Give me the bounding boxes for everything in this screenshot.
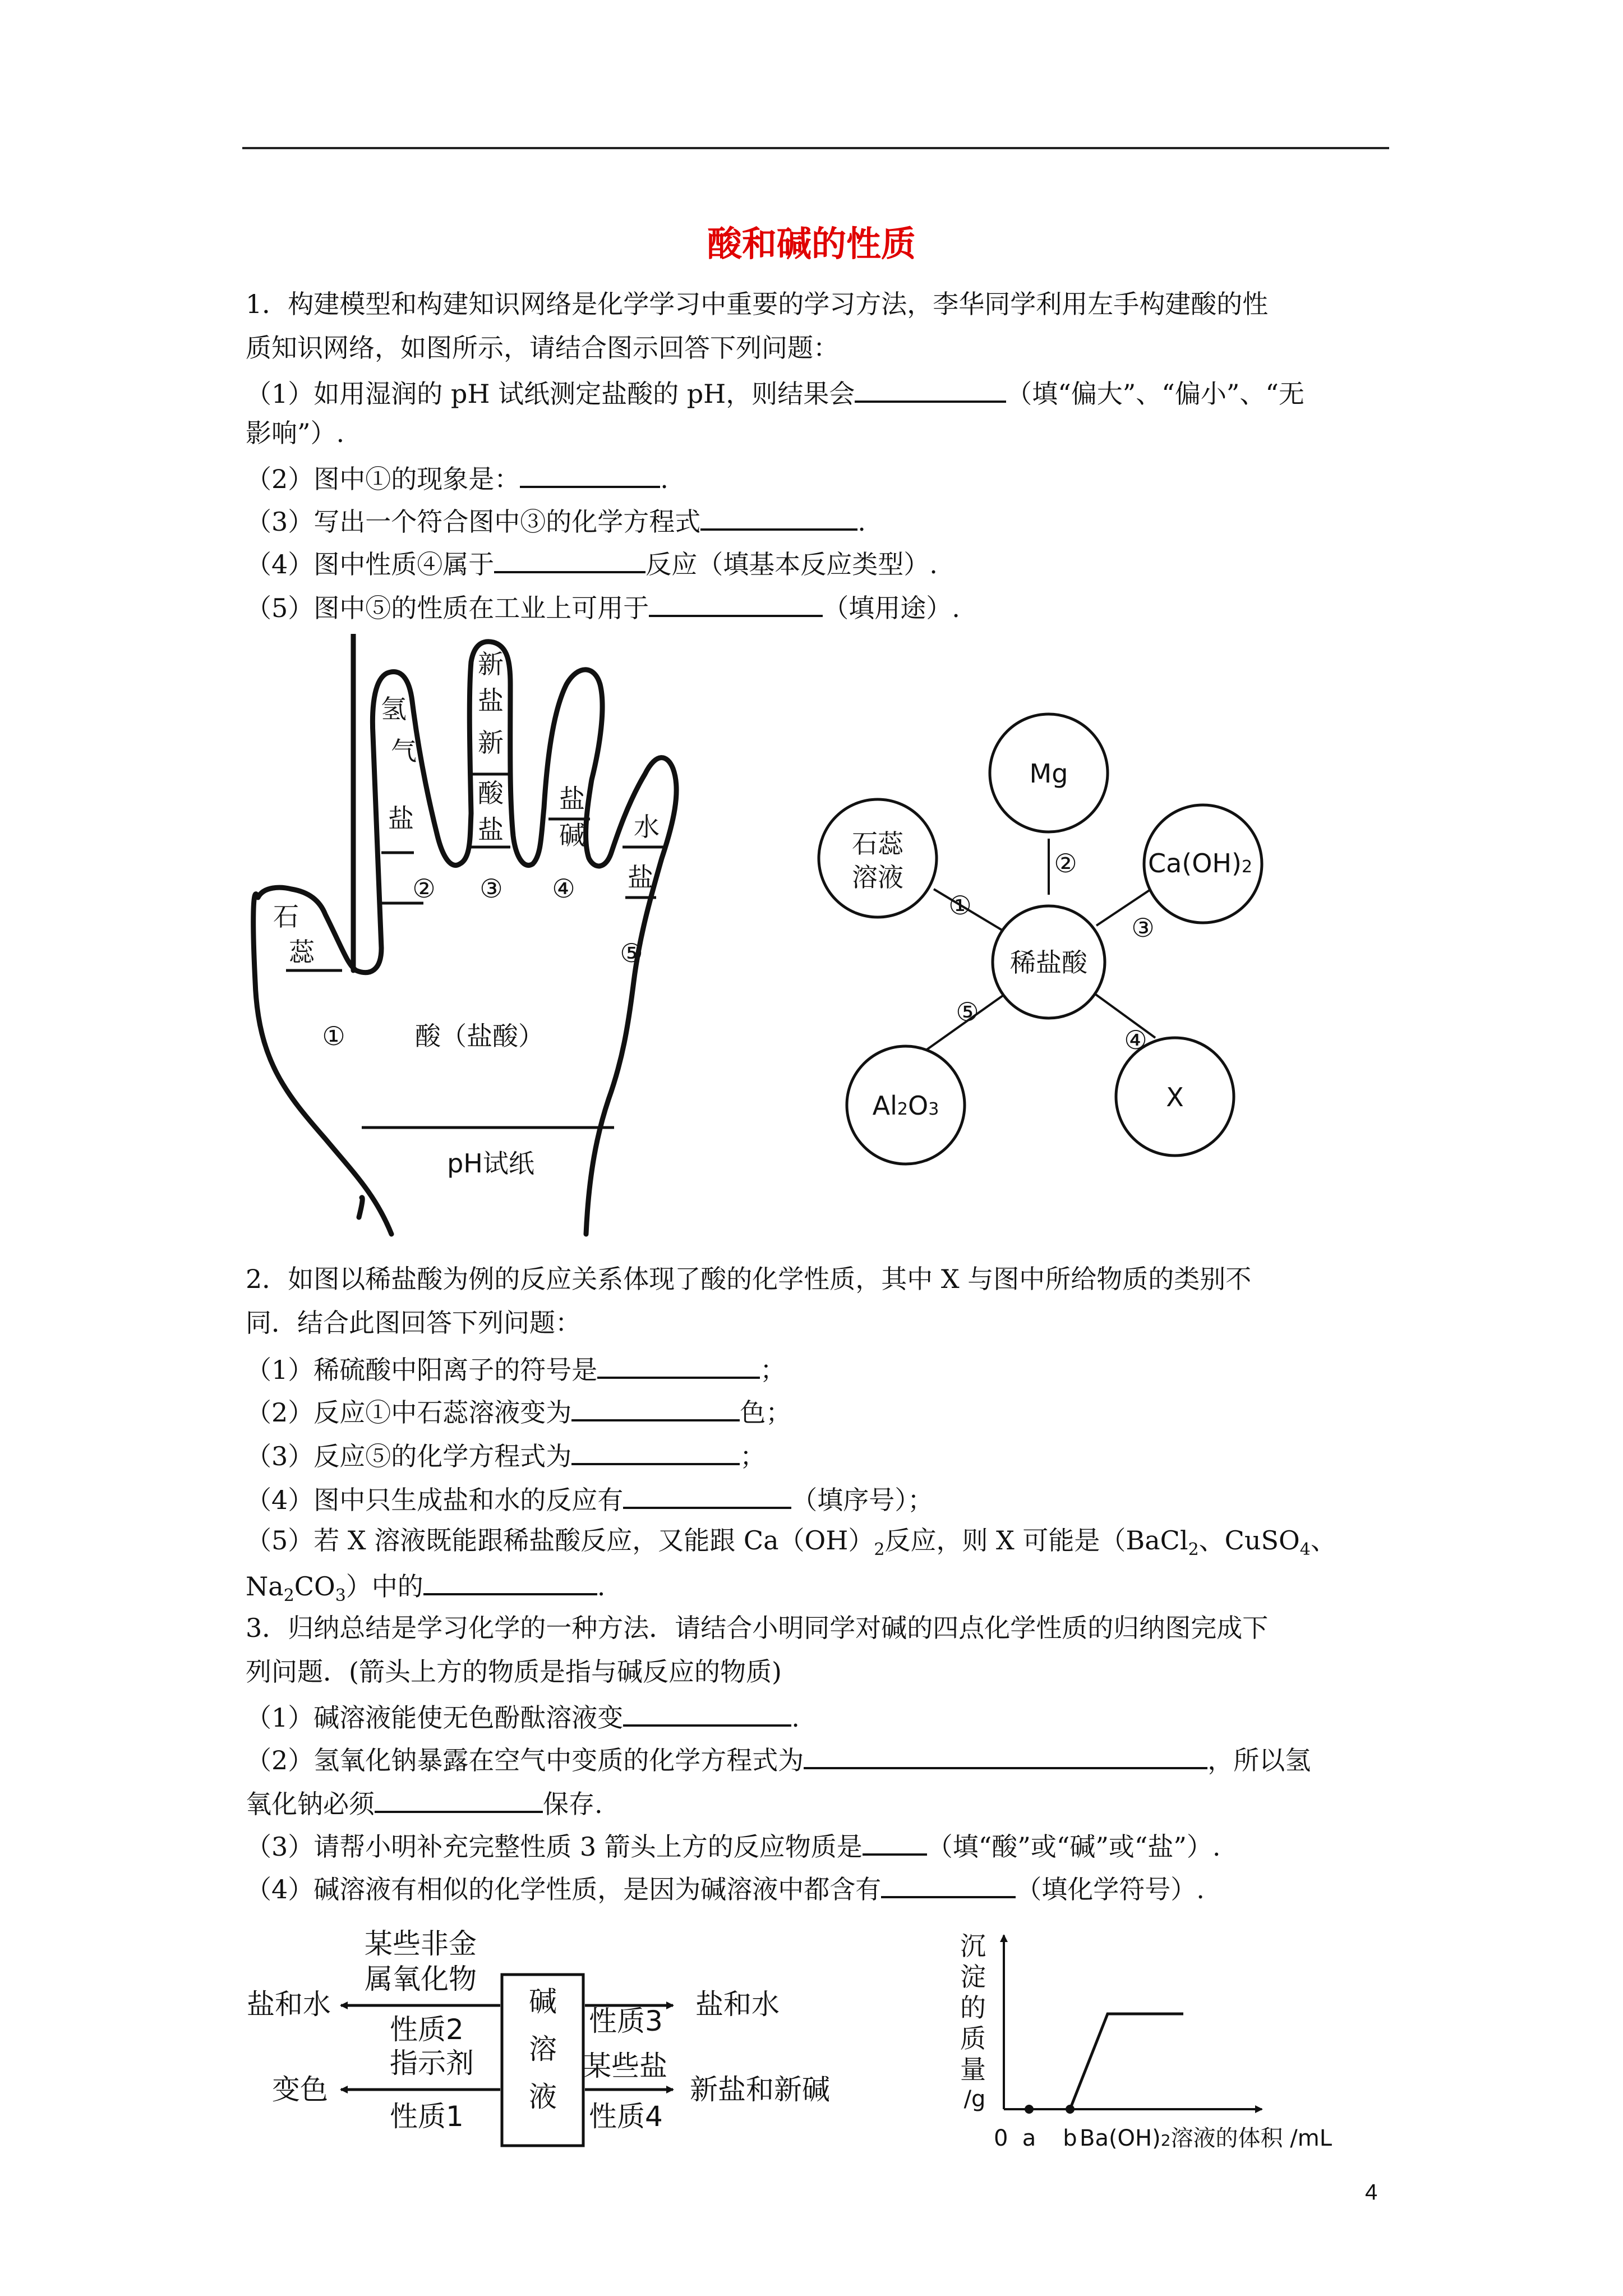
- q2-part1-text: （1）稀硫酸中阳离子的符号是: [246, 1355, 598, 1385]
- q3-part3: [246, 1828, 1221, 1864]
- diagram-top-b: 属氧化物: [365, 1963, 477, 1995]
- q2-part2-end: 色；: [740, 1397, 792, 1428]
- q3-part2-text: （2）氢氧化钠暴露在空气中变质的化学方程式为: [246, 1745, 804, 1775]
- litmus-label-b: 溶液: [852, 862, 903, 892]
- diagram-left1: 盐和水: [247, 1988, 331, 2021]
- q2-part4-blank[interactable]: [623, 1481, 791, 1509]
- q3-part4-text: （4）碱溶液有相似的化学性质，是因为碱溶液中都含有: [246, 1874, 882, 1904]
- hand-f4-b: 碱: [559, 820, 585, 850]
- q1-intro-line2: 质知识网络，如图所示，请结合图示回答下列问题：: [246, 333, 839, 363]
- base-property-diagram: [247, 1930, 869, 2154]
- q2-part5-text-c: 、CuSO: [1198, 1525, 1300, 1556]
- q1-part4-end: 反应（填基本反应类型）.: [645, 549, 938, 579]
- network-n3: ③: [1131, 913, 1155, 943]
- hand-n3: ③: [479, 873, 503, 904]
- q2-part5: [246, 1524, 1336, 1567]
- q2-part6-text-b: CO: [294, 1571, 335, 1602]
- q1-part1: [246, 375, 1304, 411]
- q3-part4-blank[interactable]: [881, 1870, 1016, 1898]
- hand-n4: ④: [552, 873, 575, 904]
- q1-part1-text: （1）如用湿润的 pH 试纸测定盐酸的 pH，则结果会: [246, 379, 855, 409]
- q1-part5-blank[interactable]: [649, 589, 823, 617]
- q1-part5: [246, 589, 960, 625]
- hand-n2: ②: [412, 873, 436, 904]
- q3-part4-end: （填化学符号）.: [1016, 1874, 1205, 1904]
- q2-part3-text: （3）反应⑤的化学方程式为: [246, 1441, 572, 1471]
- q1-part3: [246, 503, 866, 539]
- graph-ylabel-4: 量: [960, 2054, 986, 2085]
- diagram-prop1: 性质1: [390, 2100, 464, 2133]
- hand-f1-a: 石: [273, 901, 299, 932]
- q1-part3-blank[interactable]: [700, 503, 857, 531]
- q2-part5-text-d: 、: [1310, 1525, 1336, 1556]
- q2-part5-sub3: 4: [1299, 1540, 1311, 1560]
- hand-n1: ①: [322, 1021, 345, 1051]
- page-title: 酸和碱的性质: [707, 223, 916, 264]
- hand-f5-b: 盐: [628, 862, 653, 892]
- q1-part5-end: （填用途）.: [823, 593, 960, 623]
- q2-part2: [246, 1393, 791, 1429]
- q3-part2-end: ，所以氢: [1207, 1745, 1311, 1775]
- diagram-box-b: 溶: [529, 2033, 557, 2065]
- graph-xlabel: Ba(OH)2溶液的体积 /mL: [1080, 2125, 1332, 2151]
- q1-intro-line1: 1．构建模型和构建知识网络是化学学习中重要的学习方法，李华同学利用左手构建酸的性: [246, 289, 1269, 319]
- litmus-label-a: 石蕊: [852, 829, 903, 859]
- q2-part1-blank[interactable]: [597, 1351, 760, 1379]
- q3-part2-cont-text: 氧化钠必须: [246, 1789, 375, 1819]
- q3-part3-text: （3）请帮小明补充完整性质 3 箭头上方的反应物质是: [246, 1832, 863, 1862]
- diagram-top-a: 某些非金: [365, 1930, 477, 1960]
- hand-palm-label: 酸（盐酸）: [415, 1021, 544, 1051]
- q1-part4: [246, 545, 938, 581]
- x-label: X: [1166, 1082, 1184, 1112]
- graph-ylabel-0: 沉: [960, 1931, 986, 1961]
- hand-f3-e: 盐: [478, 815, 504, 845]
- q2-part5-blank[interactable]: [423, 1567, 597, 1595]
- q3-intro-line2: 列问题．(箭头上方的物质是指与碱反应的物质): [246, 1657, 782, 1687]
- q2-intro-line1: 2．如图以稀盐酸为例的反应关系体现了酸的化学性质，其中 X 与图中所给物质的类别不: [246, 1264, 1252, 1294]
- precipitate-graph: [948, 1924, 1363, 2171]
- q3-intro-line1: 3．归纳总结是学习化学的一种方法．请结合小明同学对碱的四点化学性质的归纳图完成下: [246, 1613, 1269, 1643]
- q3-part1-text: （1）碱溶液能使无色酚酞溶液变: [246, 1703, 624, 1733]
- q2-part6-end: .: [597, 1571, 606, 1602]
- q3-part2-cont-end: 保存.: [543, 1789, 603, 1819]
- graph-ylabel-1: 淀: [960, 1962, 986, 1992]
- graph-point-b: [1066, 2105, 1075, 2114]
- q2-part5-cont: [246, 1567, 605, 1613]
- q3-part2-blank-b[interactable]: [375, 1785, 543, 1813]
- hand-f4-a: 盐: [559, 784, 585, 814]
- hand-f2-a: 氢: [381, 694, 407, 724]
- q1-part4-blank[interactable]: [494, 545, 645, 573]
- diagram-prop2: 性质2: [390, 2013, 464, 2046]
- q3-part2: [246, 1741, 1311, 1777]
- q2-part6-sub2: 3: [335, 1586, 346, 1606]
- network-n2: ②: [1054, 848, 1077, 878]
- diagram-left2: 变色: [272, 2073, 328, 2106]
- diagram-right2: 新盐和新碱: [690, 2073, 830, 2106]
- diagram-prop3: 性质3: [589, 2005, 663, 2037]
- q1-part3-text: （3）写出一个符合图中③的化学方程式: [246, 507, 701, 537]
- diagram-indicator: 指示剂: [390, 2047, 474, 2079]
- graph-a-label: a: [1022, 2125, 1036, 2151]
- hand-f2-b: 气: [391, 736, 417, 766]
- graph-b-label: b: [1063, 2125, 1077, 2151]
- page-number: 4: [1365, 2180, 1378, 2205]
- diagram-some-salt: 某些盐: [583, 2050, 667, 2082]
- hand-f5-a: 水: [634, 812, 660, 842]
- q2-part6-text-c: ）中的: [345, 1571, 423, 1602]
- q3-part2-cont: [246, 1785, 603, 1821]
- q2-part5-sub2: 2: [1188, 1540, 1199, 1560]
- q2-part5-text-b: 反应，则 X 可能是（BaCl: [884, 1525, 1188, 1556]
- q2-intro-line2: 同．结合此图回答下列问题：: [246, 1308, 581, 1338]
- graph-ylabel-2: 的: [960, 1993, 986, 2023]
- q2-part5-text-a: （5）若 X 溶液既能跟稀盐酸反应，又能跟 Ca（OH）: [246, 1525, 874, 1556]
- q2-part2-blank[interactable]: [571, 1393, 740, 1421]
- q2-part6-text-a: Na: [246, 1571, 284, 1602]
- q1-part3-end: .: [857, 507, 866, 537]
- hand-f3-c: 新: [478, 728, 504, 758]
- diagram-right1: 盐和水: [695, 1988, 780, 2021]
- q1-part4-text: （4）图中性质④属于: [246, 549, 495, 579]
- graph-origin: 0: [994, 2125, 1008, 2151]
- q3-part1-blank[interactable]: [623, 1699, 791, 1727]
- q1-part2-text: （2）图中①的现象是：: [246, 464, 520, 494]
- al2o3-label: Al2O3: [872, 1091, 939, 1121]
- q1-part1-hint: （填“偏大”、“偏小”、“无: [1006, 379, 1304, 409]
- q3-part4: [246, 1870, 1205, 1906]
- network-n5: ⑤: [956, 997, 979, 1027]
- q1-part2: [246, 460, 668, 496]
- q2-part3-end: ；: [740, 1441, 766, 1471]
- q2-part1: [246, 1351, 786, 1387]
- header-rule: [242, 147, 1389, 149]
- q2-part5-sub: 2: [874, 1540, 885, 1560]
- diagram-box-c: 液: [529, 2081, 557, 2113]
- q1-part2-end: .: [660, 464, 668, 494]
- q2-part4-end: （填序号）；: [791, 1485, 934, 1515]
- dilute-hcl-label: 稀盐酸: [1010, 947, 1087, 978]
- reaction-network: [808, 701, 1290, 1184]
- diagram-prop4: 性质4: [589, 2100, 663, 2133]
- q3-part3-end: （填“酸”或“碱”或“盐”）.: [926, 1832, 1221, 1862]
- network-n4: ④: [1124, 1025, 1147, 1055]
- network-n1: ①: [948, 890, 972, 921]
- q2-part3-blank[interactable]: [571, 1437, 740, 1465]
- hand-wrist-label: pH试纸: [447, 1148, 534, 1179]
- caoh2-label: Ca(OH)2: [1147, 848, 1253, 878]
- q3-part1-end: .: [791, 1703, 800, 1733]
- mg-label: Mg: [1029, 758, 1068, 789]
- diagram-box-a: 碱: [529, 1985, 557, 2018]
- precipitate-curve: [1070, 2014, 1183, 2109]
- hand-f3-b: 盐: [478, 685, 504, 716]
- hand-f3-d: 酸: [478, 778, 504, 808]
- q2-part4-text: （4）图中只生成盐和水的反应有: [246, 1485, 624, 1515]
- graph-ylabel-3: 质: [960, 2023, 986, 2054]
- q2-part4: [246, 1481, 933, 1517]
- q2-part6-sub: 2: [283, 1586, 294, 1606]
- hand-f2-c: 盐: [388, 803, 414, 834]
- q1-part2-blank[interactable]: [520, 460, 660, 488]
- q2-part3: [246, 1437, 766, 1473]
- hand-f3-a: 新: [478, 649, 504, 679]
- hand-f1-b: 蕊: [289, 937, 315, 967]
- q1-part5-text: （5）图中⑤的性质在工业上可用于: [246, 593, 649, 623]
- q1-part1-cont: 影响”）.: [246, 418, 345, 448]
- hand-diagram: [241, 634, 690, 1251]
- q1-part1-blank[interactable]: [855, 375, 1006, 403]
- q3-part2-blank[interactable]: [804, 1741, 1207, 1769]
- q3-part3-blank[interactable]: [863, 1828, 927, 1856]
- q3-part1: [246, 1699, 800, 1734]
- graph-point-a: [1025, 2105, 1034, 2114]
- q2-part1-end: ；: [760, 1355, 786, 1385]
- graph-ylabel-5: /g: [963, 2086, 986, 2112]
- hand-n5: ⑤: [620, 938, 643, 968]
- q2-part2-text: （2）反应①中石蕊溶液变为: [246, 1397, 572, 1428]
